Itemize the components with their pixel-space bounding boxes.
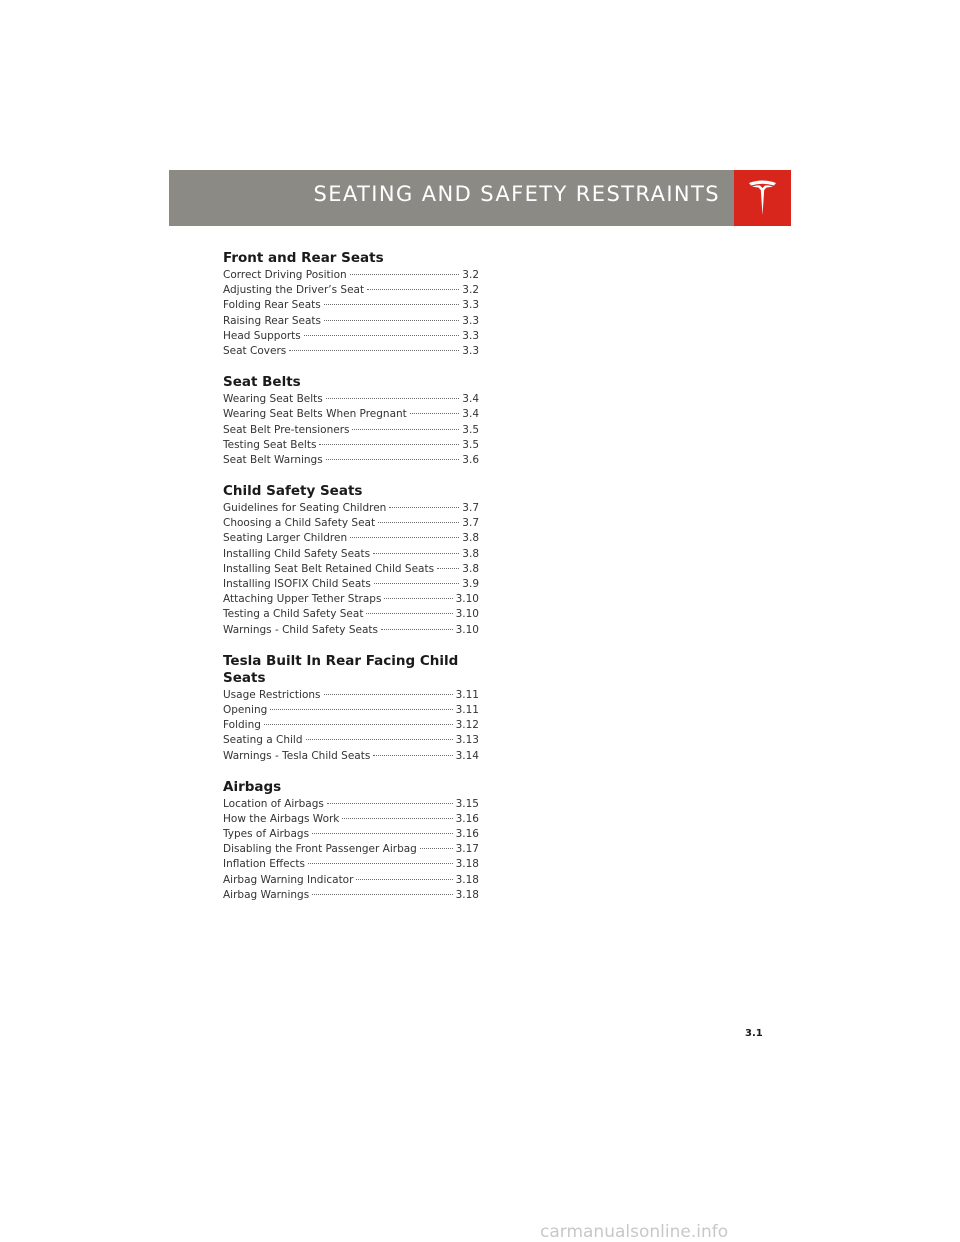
toc-entry-page: 3.17 xyxy=(455,843,479,856)
toc-entry[interactable] xyxy=(223,592,479,607)
table-of-contents xyxy=(223,250,479,918)
toc-entry-page: 3.11 xyxy=(455,688,479,701)
toc-entry[interactable] xyxy=(223,501,479,516)
toc-entry-page: 3.3 xyxy=(462,314,479,327)
toc-entry-label: Usage Restrictions xyxy=(223,688,321,701)
toc-entry[interactable] xyxy=(223,718,479,733)
toc-entry-label: Airbag Warning Indicator xyxy=(223,873,354,886)
toc-section xyxy=(223,653,479,764)
dot-leader xyxy=(373,553,459,554)
toc-entry[interactable] xyxy=(223,607,479,622)
toc-entry-label: Testing a Child Safety Seat xyxy=(223,608,364,621)
dot-leader xyxy=(350,274,460,275)
toc-entry-label: Raising Rear Seats xyxy=(223,314,321,327)
toc-entry-page: 3.14 xyxy=(455,749,479,762)
toc-entry-page: 3.9 xyxy=(462,578,479,590)
dot-leader xyxy=(324,320,459,321)
toc-entry[interactable] xyxy=(223,873,479,888)
toc-entry-page: 3.11 xyxy=(455,703,479,716)
toc-entry[interactable] xyxy=(223,842,479,857)
toc-section xyxy=(223,483,479,638)
dot-leader xyxy=(270,709,452,710)
toc-entry-label: Opening xyxy=(223,703,268,716)
dot-leader xyxy=(289,350,459,351)
dot-leader xyxy=(410,413,460,414)
toc-entry-label: Disabling the Front Passenger Airbag xyxy=(223,843,417,856)
toc-section xyxy=(223,779,479,903)
toc-entry[interactable] xyxy=(223,688,479,703)
toc-entry-page: 3.3 xyxy=(462,344,479,357)
dot-leader xyxy=(352,429,459,430)
toc-entry[interactable] xyxy=(223,438,479,453)
toc-entry-label: Inflation Effects xyxy=(223,858,305,871)
dot-leader xyxy=(312,894,452,895)
toc-entry-label: Installing Child Safety Seats xyxy=(223,547,371,560)
toc-entry[interactable] xyxy=(223,298,479,313)
toc-entry-page: 3.7 xyxy=(462,502,479,515)
dot-leader xyxy=(308,863,453,864)
chapter-title: SEATING AND SAFETY RESTRAINTS xyxy=(313,182,720,206)
dot-leader xyxy=(373,755,452,756)
toc-entry[interactable] xyxy=(223,268,479,283)
toc-entry[interactable] xyxy=(223,423,479,438)
toc-section xyxy=(223,374,479,468)
toc-entry-label: Airbag Warnings xyxy=(223,888,310,901)
toc-entry-page: 3.8 xyxy=(462,532,479,545)
toc-entry[interactable] xyxy=(223,623,479,638)
toc-entry-page: 3.13 xyxy=(455,734,479,747)
dot-leader xyxy=(356,879,452,880)
toc-entry-label: Guidelines for Seating Children xyxy=(223,502,387,515)
toc-entry-label: Location of Airbags xyxy=(223,797,324,810)
toc-entry-page: 3.4 xyxy=(462,393,479,406)
dot-leader xyxy=(384,598,452,599)
toc-entry[interactable] xyxy=(223,577,479,592)
toc-entry[interactable] xyxy=(223,283,479,298)
dot-leader xyxy=(437,568,459,569)
toc-entry-page: 3.2 xyxy=(462,284,479,297)
toc-entry-page: 3.7 xyxy=(462,517,479,530)
toc-entry-label: Seat Belt Pre-tensioners xyxy=(223,423,350,436)
toc-entry-label: Correct Driving Position xyxy=(223,269,347,281)
tesla-logo-icon xyxy=(747,179,778,217)
toc-entry-page: 3.8 xyxy=(462,547,479,560)
page-number: 3.1 xyxy=(745,1028,763,1039)
section-heading: Child Safety Seats xyxy=(223,483,363,500)
toc-entry-page: 3.12 xyxy=(455,719,479,732)
toc-entry-label: Attaching Upper Tether Straps xyxy=(223,593,382,606)
dot-leader xyxy=(326,398,460,399)
toc-entry[interactable] xyxy=(223,329,479,344)
dot-leader xyxy=(367,289,459,290)
toc-entry-page: 3.10 xyxy=(455,623,479,636)
dot-leader xyxy=(350,537,459,538)
toc-entry[interactable] xyxy=(223,453,479,468)
toc-entry-label: Wearing Seat Belts When Pregnant xyxy=(223,408,407,421)
dot-leader xyxy=(381,629,453,630)
toc-entry-page: 3.8 xyxy=(462,562,479,575)
toc-entry[interactable] xyxy=(223,703,479,718)
toc-entry-label: Adjusting the Driver’s Seat xyxy=(223,284,365,297)
dot-leader xyxy=(378,522,459,523)
toc-entry-label: Testing Seat Belts xyxy=(223,438,317,451)
toc-entry-label: Head Supports xyxy=(223,329,301,342)
toc-entry-label: Seat Covers xyxy=(223,344,287,357)
dot-leader xyxy=(342,818,452,819)
toc-entry[interactable] xyxy=(223,562,479,577)
dot-leader xyxy=(306,739,453,740)
toc-entry-page: 3.10 xyxy=(455,593,479,606)
toc-entry[interactable] xyxy=(223,857,479,872)
toc-entry-label: Seating a Child xyxy=(223,734,303,747)
toc-entry-label: Types of Airbags xyxy=(223,828,310,841)
toc-entry-page: 3.3 xyxy=(462,329,479,342)
toc-entry-label: Installing ISOFIX Child Seats xyxy=(223,578,371,590)
toc-entry-label: Folding xyxy=(223,719,261,732)
toc-entry[interactable] xyxy=(223,733,479,748)
toc-entry-page: 3.2 xyxy=(462,269,479,281)
chapter-header-band xyxy=(169,170,734,226)
toc-entry-label: Warnings - Child Safety Seats xyxy=(223,623,378,636)
dot-leader xyxy=(389,507,459,508)
toc-entry[interactable] xyxy=(223,392,479,407)
dot-leader xyxy=(374,583,459,584)
toc-entry-label: Folding Rear Seats xyxy=(223,299,321,312)
toc-entry[interactable] xyxy=(223,812,479,827)
dot-leader xyxy=(304,335,460,336)
dot-leader xyxy=(324,304,460,305)
dot-leader xyxy=(326,459,460,460)
toc-entry[interactable] xyxy=(223,888,479,903)
toc-entry[interactable] xyxy=(223,516,479,531)
toc-entry-page: 3.6 xyxy=(462,453,479,466)
section-heading: Tesla Built In Rear Facing Child Seats xyxy=(223,652,459,686)
dot-leader xyxy=(420,848,453,849)
toc-entry[interactable] xyxy=(223,407,479,422)
toc-entry[interactable] xyxy=(223,749,479,764)
toc-entry-page: 3.5 xyxy=(462,438,479,451)
tesla-logo-badge xyxy=(734,170,791,226)
toc-entry-page: 3.5 xyxy=(462,423,479,436)
dot-leader xyxy=(312,833,453,834)
toc-entry-label: Warnings - Tesla Child Seats xyxy=(223,749,371,762)
dot-leader xyxy=(264,724,453,725)
toc-entry[interactable] xyxy=(223,547,479,562)
toc-entry-label: Seat Belt Warnings xyxy=(223,453,323,466)
toc-entry-label: Choosing a Child Safety Seat xyxy=(223,517,376,530)
section-heading: Seat Belts xyxy=(223,374,301,391)
toc-entry-page: 3.4 xyxy=(462,408,479,421)
toc-entry-page: 3.16 xyxy=(455,828,479,841)
toc-entry-page: 3.3 xyxy=(462,299,479,312)
toc-entry-label: Installing Seat Belt Retained Child Seats xyxy=(223,562,435,575)
toc-entry-page: 3.18 xyxy=(455,873,479,886)
dot-leader xyxy=(366,613,452,614)
toc-entry-page: 3.10 xyxy=(455,608,479,621)
toc-entry-page: 3.18 xyxy=(455,858,479,871)
toc-entry[interactable] xyxy=(223,531,479,546)
dot-leader xyxy=(319,444,459,445)
toc-entry-page: 3.16 xyxy=(455,812,479,825)
toc-entry-label: Seating Larger Children xyxy=(223,532,348,545)
toc-section xyxy=(223,250,479,359)
dot-leader xyxy=(327,803,453,804)
toc-entry[interactable] xyxy=(223,344,479,359)
toc-entry[interactable] xyxy=(223,797,479,812)
toc-entry-page: 3.15 xyxy=(455,797,479,810)
toc-entry-page: 3.18 xyxy=(455,888,479,901)
toc-entry[interactable] xyxy=(223,314,479,329)
toc-entry-label: Wearing Seat Belts xyxy=(223,393,323,406)
section-heading: Airbags xyxy=(223,778,282,795)
toc-entry-label: How the Airbags Work xyxy=(223,812,340,825)
watermark: carmanualsonline.info xyxy=(540,1222,729,1242)
dot-leader xyxy=(324,694,453,695)
section-heading: Front and Rear Seats xyxy=(223,250,384,266)
toc-entry[interactable] xyxy=(223,827,479,842)
